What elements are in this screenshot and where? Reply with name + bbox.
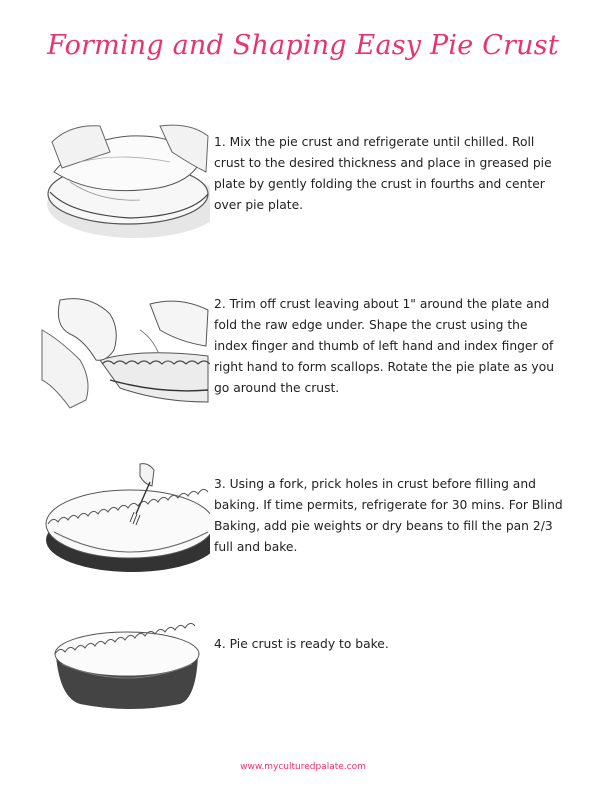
fork-pricking-crust-illustration [40, 462, 210, 587]
step-2-text: 2. Trim off crust leaving about 1" around the plate and fold the raw edge under. Shape the crust using the index finger and thumb of left hand and index finger of right hand to form scallops. Rotate the pie plate as you go around the crust. [214, 297, 555, 395]
step-3-text: 3. Using a fork, prick holes in crust before filling and baking. If time permits, refrigerate for 30 mins. For Blind Baking, add pie weights or dry beans to fill the pan 2/3 full and bake. [214, 477, 563, 554]
step-4-text: 4. Pie crust is ready to bake. [214, 637, 389, 651]
page-title: Forming and Shaping Easy Pie Crust [47, 30, 559, 61]
footer-website-link[interactable]: www.myculturedpalate.com [240, 762, 366, 772]
finished-pie-crust-illustration [40, 618, 210, 718]
step-1-text: 1. Mix the pie crust and refrigerate until chilled. Roll crust to the desired thickness and place in greased pie plate by gently folding the crust in fourths and center over pie plate. [214, 135, 552, 212]
hands-forming-scallops-illustration [40, 290, 210, 415]
hands-placing-crust-illustration [40, 122, 210, 247]
